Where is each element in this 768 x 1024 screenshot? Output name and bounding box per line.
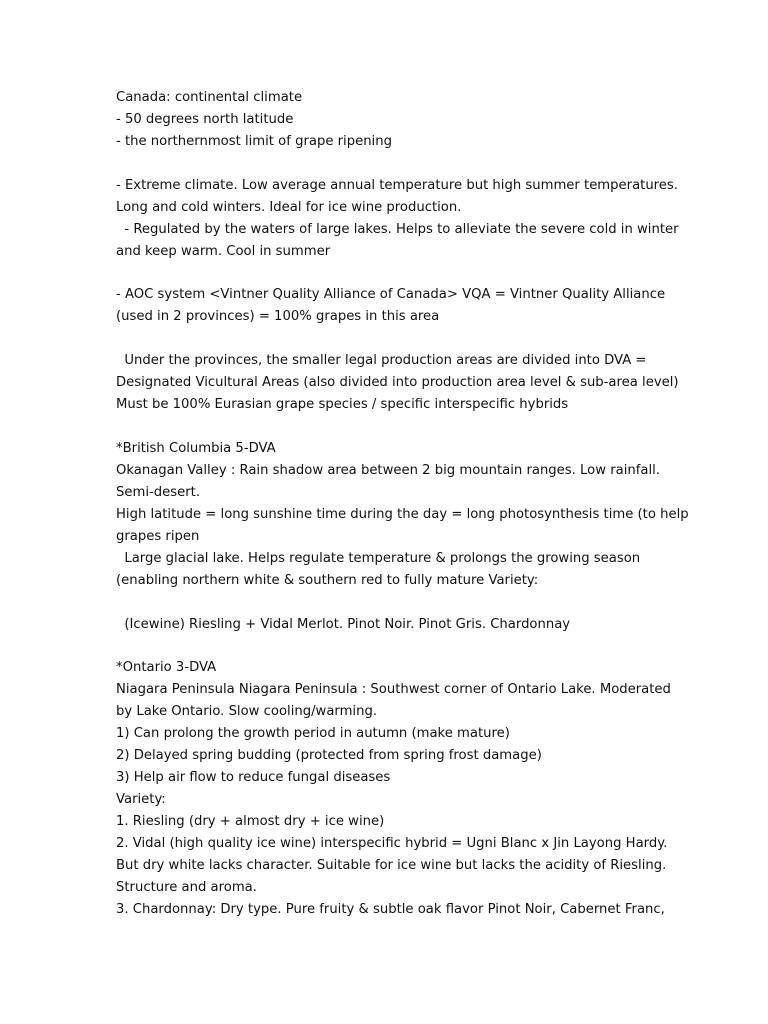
- list-item: 2) Delayed spring budding (protected from spring frost damage): [116, 748, 542, 764]
- text-line: Must be 100% Eurasian grape species / specific interspecific hybrids: [116, 397, 569, 413]
- blank-line: [116, 592, 676, 614]
- blank-line: [116, 153, 676, 175]
- heading-british-columbia: *British Columbia 5-DVA: [116, 441, 276, 456]
- text-line: (Icewine) Riesling + Vidal Merlot. Pinot Noir. Pinot Gris. Chardonnay: [116, 616, 571, 632]
- text-line: - the northernmost limit of grape ripening: [116, 133, 392, 149]
- list-item: 1) Can prolong the growth period in autumn (make mature): [116, 726, 510, 742]
- text-line: Large glacial lake. Helps regulate temperature & prolongs the growing season: [116, 550, 641, 566]
- text-line: and keep warm. Cool in summer: [116, 243, 331, 259]
- text-line: Variety:: [116, 792, 166, 807]
- text-line: Okanagan Valley : Rain shadow area between 2 big mountain ranges. Low rainfall.: [116, 462, 660, 478]
- document-body: [116, 87, 689, 921]
- heading-canada: Canada: continental climate: [116, 90, 303, 105]
- blank-line: [116, 416, 676, 438]
- list-item: 3. Chardonnay: Dry type. Pure fruity & subtle oak flavor Pinot Noir, Cabernet Franc,: [116, 901, 665, 917]
- text-line: (used in 2 provinces) = 100% grapes in this area: [116, 309, 440, 325]
- text-line: But dry white lacks character. Suitable for ice wine but lacks the acidity of Riesling.: [116, 857, 667, 873]
- text-line: Under the provinces, the smaller legal production areas are divided into DVA =: [116, 353, 647, 369]
- text-line: grapes ripen: [116, 528, 200, 544]
- text-line: High latitude = long sunshine time during the day = long photosynthesis time (to help: [116, 506, 689, 522]
- list-item: 1. Riesling (dry + almost dry + ice wine): [116, 813, 385, 829]
- text-line: Structure and aroma.: [116, 879, 257, 895]
- list-item: 3) Help air flow to reduce fungal diseases: [116, 770, 391, 786]
- text-line: by Lake Ontario. Slow cooling/warming.: [116, 704, 378, 720]
- blank-line: [116, 635, 676, 657]
- text-line: - 50 degrees north latitude: [116, 111, 294, 127]
- text-line: - Extreme climate. Low average annual temperature but high summer temperatures.: [116, 177, 678, 193]
- text-line: Semi-desert.: [116, 484, 201, 500]
- text-line: - Regulated by the waters of large lakes. Helps to alleviate the severe cold in winter: [116, 221, 679, 237]
- text-line: (enabling northern white & southern red to fully mature Variety:: [116, 572, 539, 588]
- text-line: Long and cold winters. Ideal for ice wine production.: [116, 199, 462, 215]
- text-line: Niagara Peninsula Niagara Peninsula : Southwest corner of Ontario Lake. Moderated: [116, 682, 671, 698]
- heading-ontario: *Ontario 3-DVA: [116, 660, 217, 676]
- blank-line: [116, 328, 676, 350]
- text-line: Designated Vicultural Areas (also divided into production area level & sub-area level): [116, 375, 679, 391]
- list-item: 2. Vidal (high quality ice wine) interspecific hybrid = Ugni Blanc x Jin Layong Hardy.: [116, 835, 668, 851]
- blank-line: [116, 263, 676, 285]
- text-line: - AOC system <Vintner Quality Alliance of Canada> VQA = Vintner Quality Alliance: [116, 287, 666, 303]
